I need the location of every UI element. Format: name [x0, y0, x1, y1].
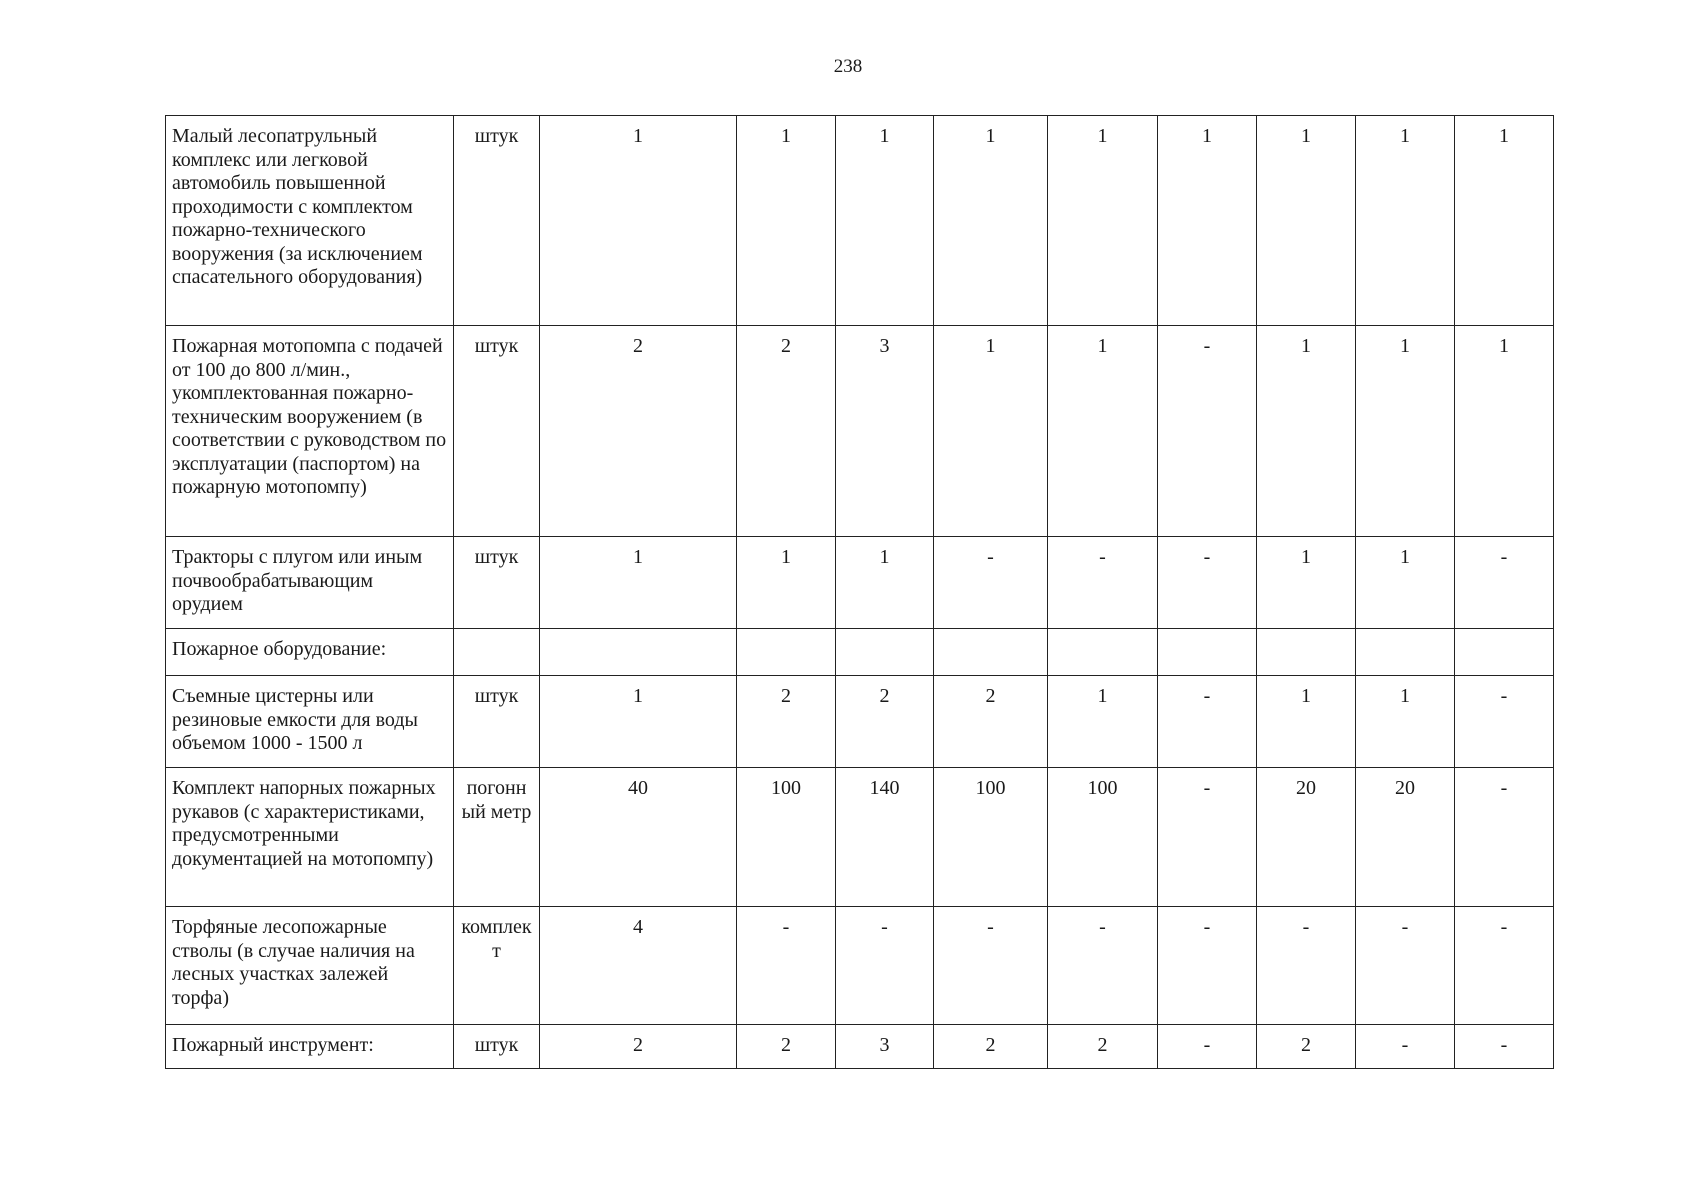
unit-cell: штук — [454, 326, 540, 537]
quantity-cell: 1 — [934, 326, 1048, 537]
quantity-cell: 1 — [1158, 116, 1257, 326]
quantity-cell: 2 — [737, 326, 836, 537]
table-row — [166, 116, 1554, 326]
quantity-cell: - — [1356, 907, 1455, 1025]
quantity-cell: 1 — [1356, 326, 1455, 537]
quantity-cell: 1 — [1356, 676, 1455, 768]
item-name-cell: Малый лесопатрульный комплекс или легковой автомобиль повышенной проходимости с комплектом пожарно-технического вооружения (за исключением спасательного оборудования) — [166, 116, 454, 326]
quantity-cell: 2 — [836, 676, 934, 768]
quantity-cell: - — [836, 907, 934, 1025]
item-name-cell: Пожарная мотопомпа с подачей от 100 до 800 л/мин., укомплектованная пожарно-техническим вооружением (в соответствии с руководством по эксплуатации (паспортом) на пожарную мотопомпу) — [166, 326, 454, 537]
quantity-cell: 2 — [1257, 1025, 1356, 1069]
unit-cell: штук — [454, 537, 540, 629]
quantity-cell: - — [1158, 1025, 1257, 1069]
quantity-cell: - — [1455, 907, 1554, 1025]
quantity-cell: 2 — [1048, 1025, 1158, 1069]
table-row — [166, 1025, 1554, 1069]
quantity-cell: 1 — [1048, 676, 1158, 768]
quantity-cell — [1158, 629, 1257, 676]
quantity-cell: 3 — [836, 326, 934, 537]
table-row — [166, 676, 1554, 768]
quantity-cell: - — [1158, 676, 1257, 768]
quantity-cell: 1 — [540, 537, 737, 629]
page-number: 238 — [833, 56, 863, 77]
quantity-cell: 2 — [540, 326, 737, 537]
quantity-cell: 2 — [737, 1025, 836, 1069]
quantity-cell: 20 — [1356, 768, 1455, 907]
quantity-cell: 4 — [540, 907, 737, 1025]
quantity-cell: 1 — [737, 537, 836, 629]
quantity-cell: 1 — [1048, 116, 1158, 326]
quantity-cell: - — [1455, 768, 1554, 907]
table-row — [166, 768, 1554, 907]
quantity-cell: 1 — [934, 116, 1048, 326]
quantity-cell — [540, 629, 737, 676]
quantity-cell: 1 — [836, 116, 934, 326]
table-row — [166, 326, 1554, 537]
quantity-cell: 1 — [1455, 116, 1554, 326]
quantity-cell — [1048, 629, 1158, 676]
unit-cell: штук — [454, 1025, 540, 1069]
quantity-cell: 20 — [1257, 768, 1356, 907]
quantity-cell: - — [1257, 907, 1356, 1025]
quantity-cell: 100 — [1048, 768, 1158, 907]
quantity-cell: - — [737, 907, 836, 1025]
quantity-cell: - — [1158, 537, 1257, 629]
quantity-cell: 1 — [1257, 116, 1356, 326]
quantity-cell: 100 — [737, 768, 836, 907]
item-name-cell: Комплект напорных пожарных рукавов (с характеристиками, предусмотренными документацией на мотопомпу) — [166, 768, 454, 907]
quantity-cell: - — [1356, 1025, 1455, 1069]
quantity-cell: 1 — [1356, 116, 1455, 326]
quantity-cell: - — [934, 907, 1048, 1025]
quantity-cell: 40 — [540, 768, 737, 907]
quantity-cell: - — [934, 537, 1048, 629]
item-name-cell: Пожарное оборудование: — [166, 629, 454, 676]
quantity-cell — [737, 629, 836, 676]
unit-cell: штук — [454, 676, 540, 768]
quantity-cell — [836, 629, 934, 676]
table-row — [166, 537, 1554, 629]
unit-cell: погонный метр — [454, 768, 540, 907]
quantity-cell: 2 — [934, 1025, 1048, 1069]
table-row — [166, 629, 1554, 676]
quantity-cell: 1 — [1257, 537, 1356, 629]
table-row — [166, 907, 1554, 1025]
quantity-cell: 1 — [1356, 537, 1455, 629]
quantity-cell: - — [1455, 676, 1554, 768]
quantity-cell: - — [1048, 537, 1158, 629]
quantity-cell: 1 — [836, 537, 934, 629]
quantity-cell: 1 — [737, 116, 836, 326]
quantity-cell: 1 — [540, 676, 737, 768]
quantity-cell: 140 — [836, 768, 934, 907]
quantity-cell: 2 — [540, 1025, 737, 1069]
quantity-cell: - — [1048, 907, 1158, 1025]
quantity-cell — [1257, 629, 1356, 676]
quantity-cell: 2 — [737, 676, 836, 768]
item-name-cell: Тракторы с плугом или иным почвообрабатывающим орудием — [166, 537, 454, 629]
quantity-cell — [1356, 629, 1455, 676]
quantity-cell: - — [1158, 326, 1257, 537]
quantity-cell — [1455, 629, 1554, 676]
quantity-cell: - — [1455, 1025, 1554, 1069]
quantity-cell: 2 — [934, 676, 1048, 768]
item-name-cell: Торфяные лесопожарные стволы (в случае наличия на лесных участках залежей торфа) — [166, 907, 454, 1025]
quantity-cell: 1 — [1257, 676, 1356, 768]
equipment-table — [165, 115, 1554, 1069]
quantity-cell: 1 — [1048, 326, 1158, 537]
item-name-cell: Съемные цистерны или резиновые емкости для воды объемом 1000 - 1500 л — [166, 676, 454, 768]
unit-cell: комплект — [454, 907, 540, 1025]
quantity-cell: 3 — [836, 1025, 934, 1069]
quantity-cell: - — [1158, 907, 1257, 1025]
quantity-cell: 1 — [1257, 326, 1356, 537]
quantity-cell: - — [1455, 537, 1554, 629]
quantity-cell: 100 — [934, 768, 1048, 907]
item-name-cell: Пожарный инструмент: — [166, 1025, 454, 1069]
table-body — [166, 116, 1554, 1069]
quantity-cell — [934, 629, 1048, 676]
unit-cell: штук — [454, 116, 540, 326]
quantity-cell: 1 — [540, 116, 737, 326]
unit-cell — [454, 629, 540, 676]
quantity-cell: 1 — [1455, 326, 1554, 537]
quantity-cell: - — [1158, 768, 1257, 907]
